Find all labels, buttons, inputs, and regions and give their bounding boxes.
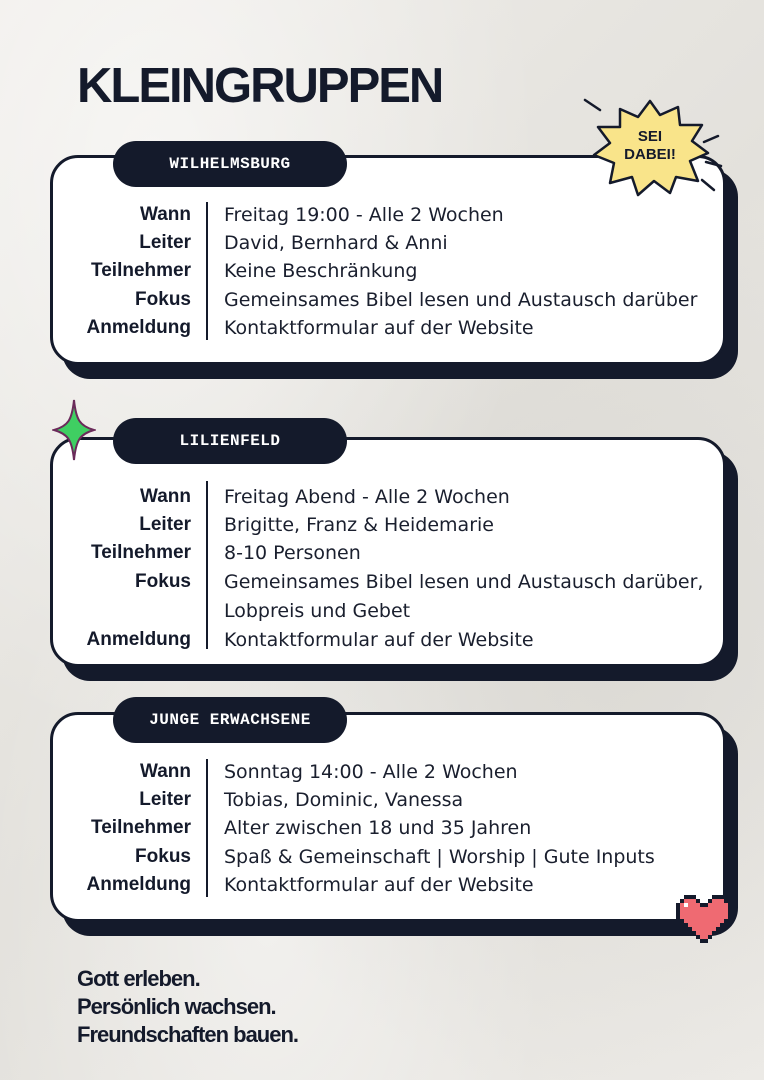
tagline-line: Freundschaften bauen. bbox=[77, 1022, 299, 1047]
group-tab-lilienfeld: LILIENFELD bbox=[113, 418, 347, 464]
row-anmeldung bbox=[50, 871, 726, 899]
row-label: Leiter bbox=[139, 789, 191, 810]
row-anmeldung bbox=[50, 314, 726, 342]
row-value: Freitag Abend - Alle 2 Wochen bbox=[224, 486, 510, 508]
tagline-line: Gott erleben. bbox=[77, 966, 200, 991]
row-label: Leiter bbox=[139, 514, 191, 535]
row-value: Brigitte, Franz & Heidemarie bbox=[224, 514, 494, 536]
row-label: Fokus bbox=[135, 289, 191, 310]
page-title: KLEINGRUPPEN bbox=[77, 59, 443, 113]
row-value: Kontaktformular auf der Website bbox=[224, 629, 534, 651]
row-label: Fokus bbox=[135, 846, 191, 867]
row-value: Alter zwischen 18 und 35 Jahren bbox=[224, 817, 532, 839]
row-leiter bbox=[50, 229, 726, 257]
row-value: Tobias, Dominic, Vanessa bbox=[224, 789, 464, 811]
row-value: 8-10 Personen bbox=[224, 542, 361, 564]
row-label: Wann bbox=[139, 761, 191, 782]
row-leiter bbox=[50, 511, 726, 539]
row-label: Anmeldung bbox=[86, 629, 191, 650]
row-value: Spaß & Gemeinschaft | Worship | Gute Inputs bbox=[224, 846, 655, 868]
tagline bbox=[77, 965, 298, 1049]
row-value: Kontaktformular auf der Website bbox=[224, 317, 534, 339]
row-wann bbox=[50, 483, 726, 511]
row-leiter bbox=[50, 786, 726, 814]
row-value: David, Bernhard & Anni bbox=[224, 232, 448, 254]
tagline-line: Persönlich wachsen. bbox=[77, 994, 276, 1019]
group-card-lilienfeld bbox=[50, 437, 726, 667]
row-value: Gemeinsames Bibel lesen und Austausch darüber bbox=[224, 289, 698, 311]
group-tab-junge-erwachsene: JUNGE ERWACHSENE bbox=[113, 697, 347, 743]
row-value: Freitag 19:00 - Alle 2 Wochen bbox=[224, 204, 504, 226]
starburst-badge bbox=[590, 97, 710, 197]
row-label: Teilnehmer bbox=[91, 817, 191, 838]
row-label: Leiter bbox=[139, 232, 191, 253]
row-fokus-continued bbox=[50, 597, 726, 625]
row-value: Gemeinsames Bibel lesen und Austausch darüber, bbox=[224, 571, 704, 593]
pixel-heart-icon bbox=[676, 895, 732, 943]
row-label: Anmeldung bbox=[86, 874, 191, 895]
badge-line2: DABEI! bbox=[624, 146, 676, 163]
group-card-junge-erwachsene bbox=[50, 712, 726, 922]
row-value: Sonntag 14:00 - Alle 2 Wochen bbox=[224, 761, 518, 783]
row-wann bbox=[50, 758, 726, 786]
row-label: Fokus bbox=[135, 571, 191, 592]
row-label: Teilnehmer bbox=[91, 260, 191, 281]
badge-line1: SEI bbox=[637, 128, 663, 145]
row-teilnehmer bbox=[50, 814, 726, 842]
row-teilnehmer bbox=[50, 257, 726, 285]
row-anmeldung bbox=[50, 626, 726, 654]
row-fokus bbox=[50, 286, 726, 314]
row-fokus bbox=[50, 568, 726, 596]
row-value: Lobpreis und Gebet bbox=[224, 600, 411, 622]
group-tab-wilhelmsburg: WILHELMSBURG bbox=[113, 141, 347, 187]
row-label: Wann bbox=[139, 204, 191, 225]
row-fokus bbox=[50, 843, 726, 871]
row-label: Anmeldung bbox=[86, 317, 191, 338]
sparkle-icon bbox=[52, 398, 96, 462]
row-value: Keine Beschränkung bbox=[224, 260, 418, 282]
row-label: Wann bbox=[139, 486, 191, 507]
row-teilnehmer bbox=[50, 539, 726, 567]
row-label: Teilnehmer bbox=[91, 542, 191, 563]
row-value: Kontaktformular auf der Website bbox=[224, 874, 534, 896]
